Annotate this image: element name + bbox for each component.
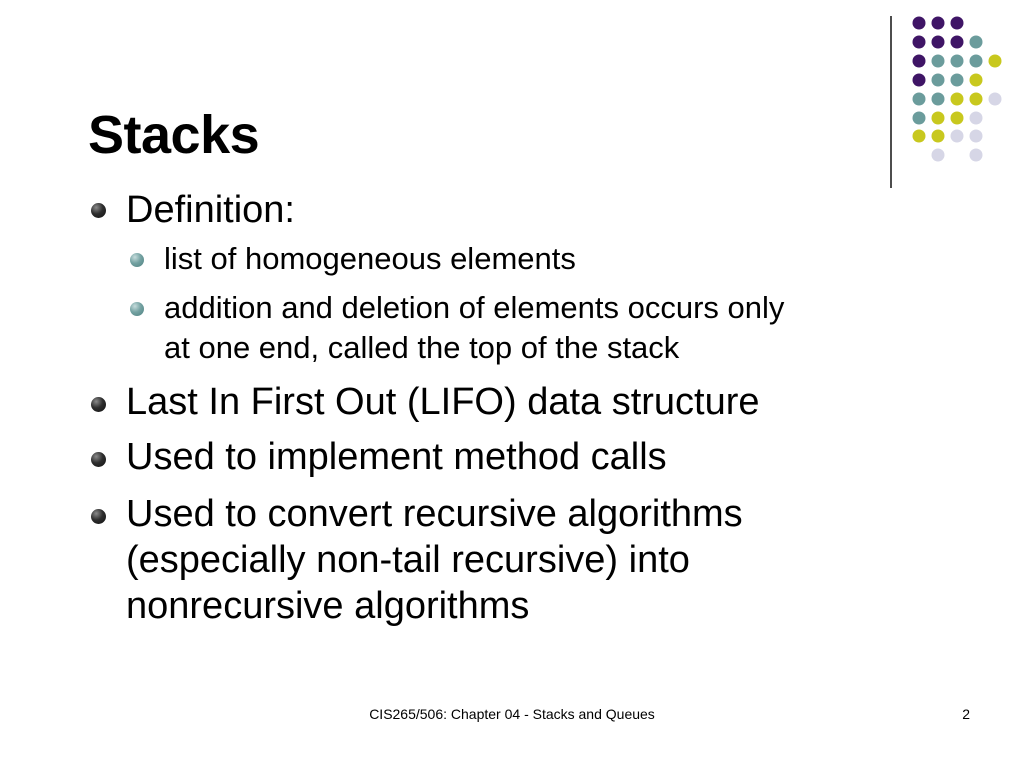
slide-title: Stacks [88,105,260,165]
bullet-convert-line1: Used to convert recursive algorithms [126,493,743,535]
sub-bullet-addition-line1: addition and deletion of elements occurs only [164,290,785,325]
sub-bullet-dot [130,302,144,316]
bullet-dot [91,509,106,524]
footer-text: CIS265/506: Chapter 04 - Stacks and Queues [369,706,655,722]
sub-bullet-dot [130,253,144,267]
bullet-convert-line2: (especially non-tail recursive) into [126,539,690,581]
sub-bullet-addition-line2: at one end, called the top of the stack [164,330,680,365]
bullet-lifo: Last In First Out (LIFO) data structure [126,381,760,423]
bullet-dot [91,452,106,467]
bullet-convert-line3: nonrecursive algorithms [126,585,530,627]
sub-bullet-homogeneous: list of homogeneous elements [164,241,576,276]
bullet-method-calls: Used to implement method calls [126,436,667,478]
footer-caption [0,705,1024,723]
bullet-dot [91,397,106,412]
bullet-definition: Definition: [126,189,295,231]
page-number: 2 [962,706,970,722]
bullet-dot [91,203,106,218]
